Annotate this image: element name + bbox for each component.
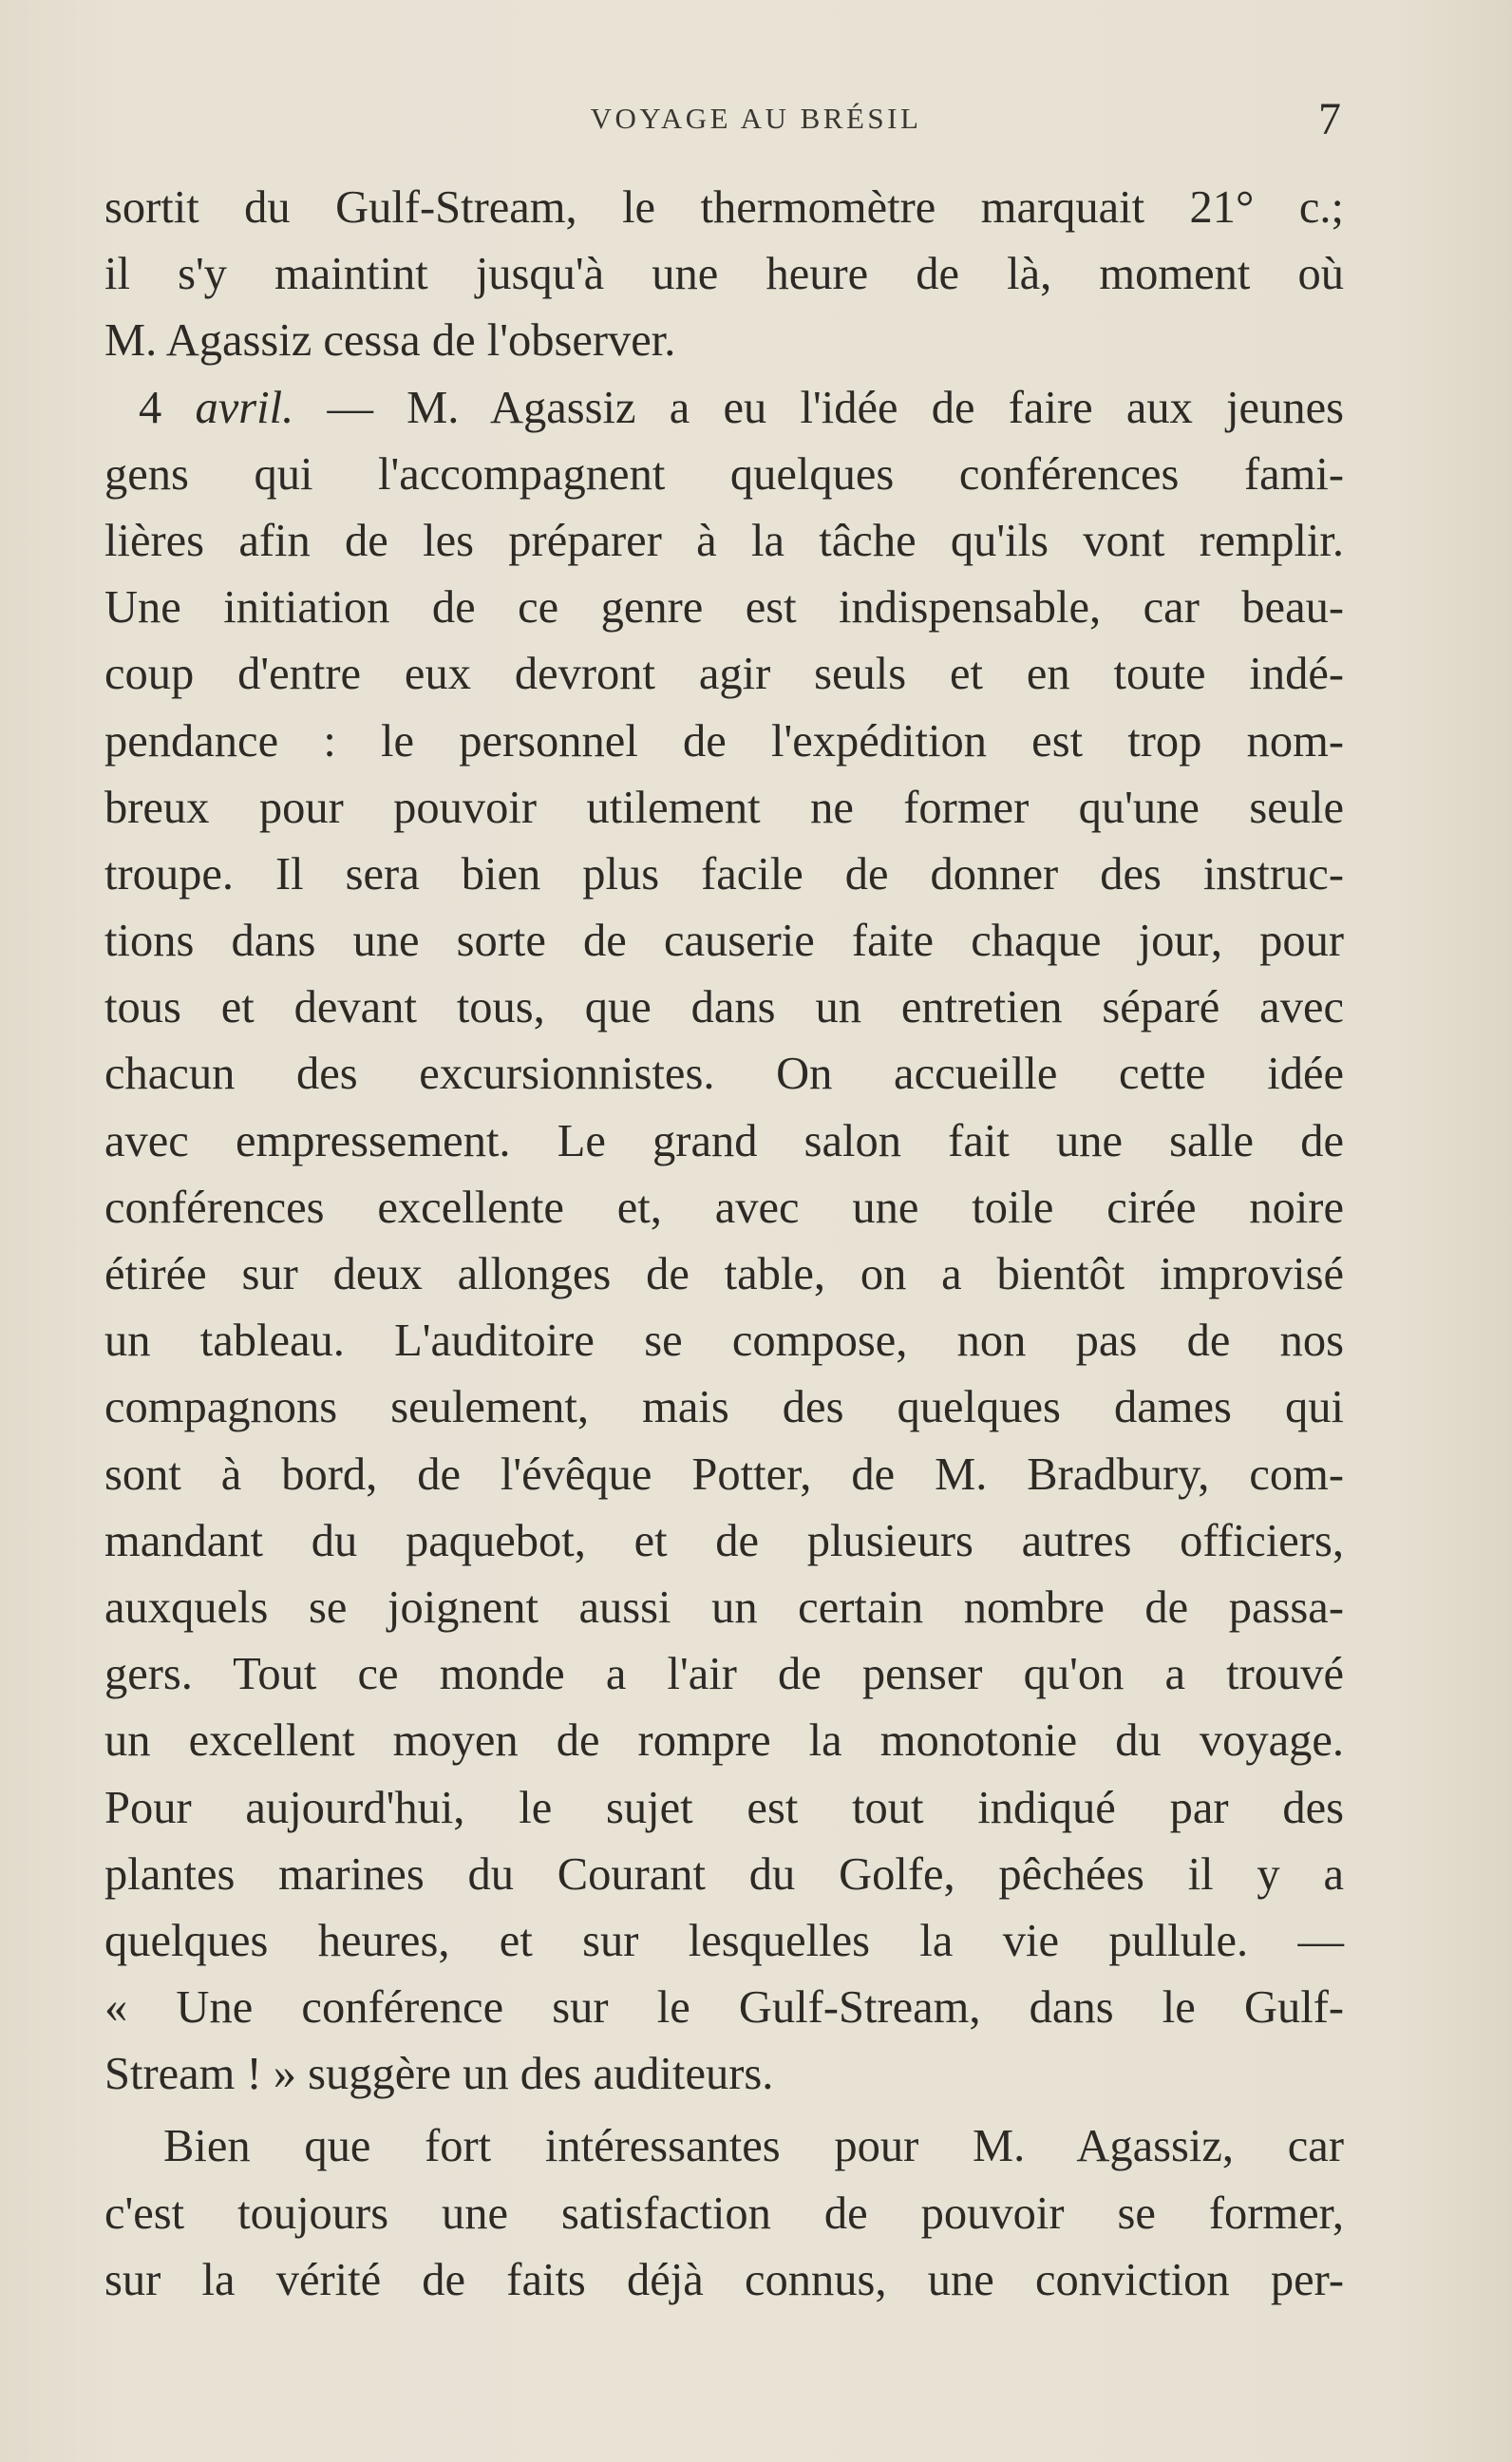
running-title: VOYAGE AU BRÉSIL	[590, 102, 922, 135]
text-line: avec empressement. Le grand salon fait une salle de	[104, 1115, 1344, 1166]
text-line: coup d'entre eux devront agir seuls et en toute indé-	[104, 649, 1344, 700]
text-line: il s'y maintint jusqu'à une heure de là, moment où	[104, 249, 1344, 300]
date-day: 4	[139, 382, 162, 433]
text-line: sortit du Gulf-Stream, le thermomètre marquait 21° c.;	[104, 182, 1344, 233]
text-line: lières afin de les préparer à la tâche qu'ils vont remplir.	[104, 515, 1344, 566]
text-line: étirée sur deux allonges de table, on a bientôt improvisé	[104, 1249, 1344, 1299]
page-number: 7	[1318, 94, 1341, 144]
text-line: tions dans une sorte de causerie faite chaque jour, pour	[104, 916, 1344, 967]
date-month: avril.	[195, 382, 294, 433]
text-line: gers. Tout ce monde a l'air de penser qu'on a trouvé	[104, 1649, 1344, 1700]
text-line: M. Agassiz cessa de l'observer.	[104, 315, 676, 367]
text-line: mandant du paquebot, et de plusieurs autres officiers,	[104, 1515, 1344, 1566]
text-line: Une initiation de ce genre est indispensable, car beau-	[104, 582, 1344, 634]
date-rest: — M. Agassiz a eu l'idée de faire aux jeunes	[293, 382, 1344, 433]
text-line: Stream ! » suggère un des auditeurs.	[104, 2049, 774, 2100]
text-line: breux pour pouvoir utilement ne former qu'une seule	[104, 782, 1344, 833]
text-line: quelques heures, et sur lesquelles la vie pullule. —	[104, 1915, 1344, 1966]
text-line: pendance : le personnel de l'expédition est trop nom-	[104, 715, 1344, 767]
text-line: auxquels se joignent aussi un certain nombre de passa-	[104, 1581, 1344, 1633]
text-line: « Une conférence sur le Gulf-Stream, dans le Gulf-	[104, 1982, 1344, 2034]
text-line-date	[104, 375, 1344, 442]
text-line: sont à bord, de l'évêque Potter, de M. Bradbury, com-	[104, 1449, 1344, 1500]
running-head	[0, 95, 1512, 142]
text-line: troupe. Il sera bien plus facile de donner des instruc-	[104, 848, 1344, 900]
body-text	[104, 175, 1344, 2314]
text-line: conférences excellente et, avec une toile cirée noire	[104, 1182, 1344, 1233]
text-line: sur la vérité de faits déjà connus, une conviction per-	[104, 2254, 1344, 2305]
text-line: gens qui l'accompagnent quelques conférences fami-	[104, 448, 1344, 500]
text-line: un excellent moyen de rompre la monotonie du voyage.	[104, 1715, 1344, 1767]
text-line: chacun des excursionnistes. On accueille cette idée	[104, 1049, 1344, 1100]
text-line: plantes marines du Courant du Golfe, pêchées il y a	[104, 1848, 1344, 1900]
text-line: compagnons seulement, mais des quelques dames qui	[104, 1382, 1344, 1433]
text-line: tous et devant tous, que dans un entretien séparé avec	[104, 982, 1344, 1033]
text-line: c'est toujours une satisfaction de pouvoir se former,	[104, 2187, 1344, 2239]
text-line: Bien que fort intéressantes pour M. Agassiz, car	[163, 2121, 1344, 2172]
text-line: Pour aujourd'hui, le sujet est tout indiqué par des	[104, 1782, 1344, 1833]
text-line: un tableau. L'auditoire se compose, non pas de nos	[104, 1316, 1344, 1367]
